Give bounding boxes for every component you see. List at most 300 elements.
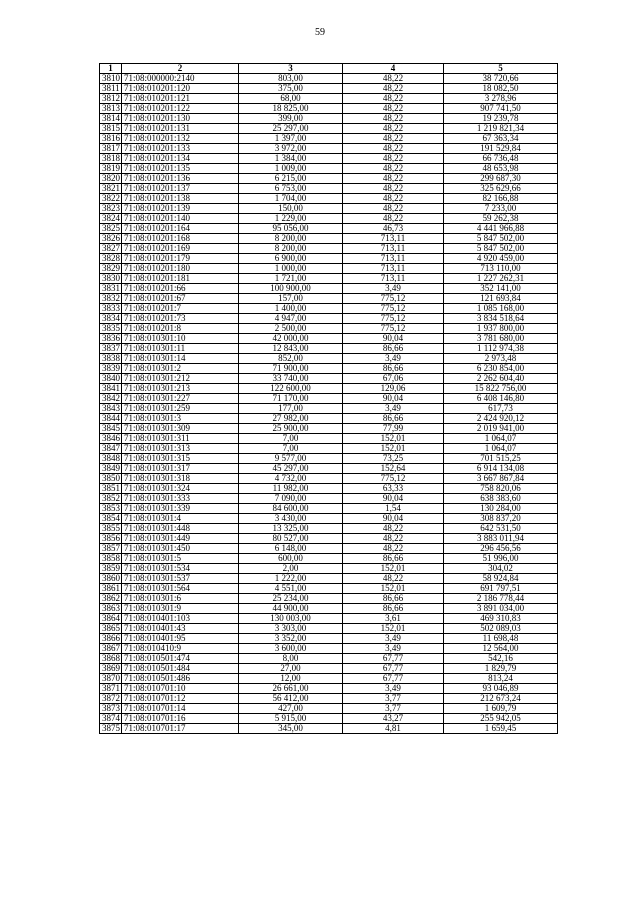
cadastral-number-cell: 71:08:010301:333: [122, 494, 239, 504]
value-cell: 758 820,06: [444, 484, 558, 494]
row-number-cell: 3837: [100, 344, 122, 354]
table-row: [100, 74, 558, 84]
rate-cell: 86,66: [343, 554, 444, 564]
row-number-cell: 3830: [100, 274, 122, 284]
cadastral-number-cell: 71:08:010201:120: [122, 84, 239, 94]
area-cell: 4 732,00: [239, 474, 343, 484]
area-cell: 44 900,00: [239, 604, 343, 614]
area-cell: 3 600,00: [239, 644, 343, 654]
row-number-cell: 3851: [100, 484, 122, 494]
area-cell: 1 009,00: [239, 164, 343, 174]
row-number-cell: 3824: [100, 214, 122, 224]
rate-cell: 48,22: [343, 174, 444, 184]
cadastral-number-cell: 71:08:010401:95: [122, 634, 239, 644]
cadastral-number-cell: 71:08:010201:135: [122, 164, 239, 174]
row-number-cell: 3836: [100, 334, 122, 344]
row-number-cell: 3845: [100, 424, 122, 434]
cadastral-number-cell: 71:08:010201:139: [122, 204, 239, 214]
column-header-4: 4: [343, 64, 444, 74]
row-number-cell: 3866: [100, 634, 122, 644]
value-cell: 255 942,05: [444, 714, 558, 724]
value-cell: 469 310,83: [444, 614, 558, 624]
cadastral-number-cell: 71:08:010201:7: [122, 304, 239, 314]
table-row: [100, 144, 558, 154]
table-row: [100, 174, 558, 184]
table-row: [100, 204, 558, 214]
area-cell: 42 000,00: [239, 334, 343, 344]
area-cell: 4 947,00: [239, 314, 343, 324]
table-row: [100, 334, 558, 344]
rate-cell: 3,77: [343, 694, 444, 704]
rate-cell: 152,01: [343, 564, 444, 574]
cadastral-number-cell: 71:08:010301:5: [122, 554, 239, 564]
cadastral-number-cell: 71:08:010301:318: [122, 474, 239, 484]
rate-cell: 46,73: [343, 224, 444, 234]
cadastral-number-cell: 71:08:010501:484: [122, 664, 239, 674]
rate-cell: 713,11: [343, 234, 444, 244]
table-row: [100, 464, 558, 474]
cadastral-number-cell: 71:08:010301:11: [122, 344, 239, 354]
rate-cell: 48,22: [343, 574, 444, 584]
area-cell: 9 577,00: [239, 454, 343, 464]
row-number-cell: 3860: [100, 574, 122, 584]
table-row: [100, 414, 558, 424]
value-cell: 304,02: [444, 564, 558, 574]
area-cell: 1 400,00: [239, 304, 343, 314]
cadastral-number-cell: 71:08:010201:122: [122, 104, 239, 114]
row-number-cell: 3842: [100, 394, 122, 404]
table-row: [100, 374, 558, 384]
value-cell: 1 659,45: [444, 724, 558, 734]
table-row: [100, 614, 558, 624]
rate-cell: 86,66: [343, 414, 444, 424]
area-cell: 600,00: [239, 554, 343, 564]
rate-cell: 90,04: [343, 394, 444, 404]
area-cell: 1 704,00: [239, 194, 343, 204]
table-row: [100, 674, 558, 684]
value-cell: 18 082,50: [444, 84, 558, 94]
cadastral-number-cell: 71:08:010201:168: [122, 234, 239, 244]
rate-cell: 86,66: [343, 604, 444, 614]
cadastral-number-cell: 71:08:010301:213: [122, 384, 239, 394]
cadastral-number-cell: 71:08:010501:486: [122, 674, 239, 684]
area-cell: 13 325,00: [239, 524, 343, 534]
cadastral-number-cell: 71:08:010301:6: [122, 594, 239, 604]
area-cell: 3 430,00: [239, 514, 343, 524]
area-cell: 25 234,00: [239, 594, 343, 604]
rate-cell: 48,22: [343, 154, 444, 164]
cadastral-number-cell: 71:08:010301:309: [122, 424, 239, 434]
value-cell: 1 064,07: [444, 444, 558, 454]
rate-cell: 48,22: [343, 524, 444, 534]
table-row: [100, 394, 558, 404]
area-cell: 4 551,00: [239, 584, 343, 594]
area-cell: 8 200,00: [239, 234, 343, 244]
area-cell: 345,00: [239, 724, 343, 734]
table-row: [100, 294, 558, 304]
cadastral-number-cell: 71:08:010201:134: [122, 154, 239, 164]
value-cell: 5 847 502,00: [444, 234, 558, 244]
cadastral-number-cell: 71:08:010301:313: [122, 444, 239, 454]
area-cell: 6 753,00: [239, 184, 343, 194]
row-number-cell: 3818: [100, 154, 122, 164]
cadastral-number-cell: 71:08:010201:66: [122, 284, 239, 294]
table-row: [100, 714, 558, 724]
cadastral-number-cell: 71:08:010301:537: [122, 574, 239, 584]
rate-cell: 152,01: [343, 434, 444, 444]
area-cell: 11 982,00: [239, 484, 343, 494]
cadastral-number-cell: 71:08:010201:132: [122, 134, 239, 144]
rate-cell: 90,04: [343, 494, 444, 504]
value-cell: 2 973,48: [444, 354, 558, 364]
value-cell: 1 085 168,00: [444, 304, 558, 314]
rate-cell: 152,64: [343, 464, 444, 474]
cadastral-number-cell: 71:08:010301:448: [122, 524, 239, 534]
cadastral-number-cell: 71:08:010701:17: [122, 724, 239, 734]
rate-cell: 3,49: [343, 284, 444, 294]
value-cell: 1 937 800,00: [444, 324, 558, 334]
table-row: [100, 664, 558, 674]
row-number-cell: 3874: [100, 714, 122, 724]
value-cell: 907 741,50: [444, 104, 558, 114]
row-number-cell: 3840: [100, 374, 122, 384]
table-row: [100, 484, 558, 494]
row-number-cell: 3814: [100, 114, 122, 124]
rate-cell: 3,61: [343, 614, 444, 624]
value-cell: 6 230 854,00: [444, 364, 558, 374]
area-cell: 177,00: [239, 404, 343, 414]
area-cell: 2 500,00: [239, 324, 343, 334]
row-number-cell: 3812: [100, 94, 122, 104]
area-cell: 84 600,00: [239, 504, 343, 514]
table-header-row: [100, 64, 558, 74]
value-cell: 121 693,84: [444, 294, 558, 304]
value-cell: 1 219 821,34: [444, 124, 558, 134]
row-number-cell: 3822: [100, 194, 122, 204]
table-row: [100, 494, 558, 504]
cadastral-number-cell: 71:08:010301:449: [122, 534, 239, 544]
table-row: [100, 604, 558, 614]
cadastral-number-cell: 71:08:010701:14: [122, 704, 239, 714]
table-row: [100, 454, 558, 464]
rate-cell: 152,01: [343, 584, 444, 594]
area-cell: 803,00: [239, 74, 343, 84]
value-cell: 12 564,00: [444, 644, 558, 654]
area-cell: 18 825,00: [239, 104, 343, 114]
area-cell: 7 090,00: [239, 494, 343, 504]
area-cell: 25 900,00: [239, 424, 343, 434]
cadastral-number-cell: 71:08:010501:474: [122, 654, 239, 664]
value-cell: 66 736,48: [444, 154, 558, 164]
row-number-cell: 3816: [100, 134, 122, 144]
row-number-cell: 3875: [100, 724, 122, 734]
value-cell: 1 227 262,31: [444, 274, 558, 284]
cadastral-number-cell: 71:08:010201:138: [122, 194, 239, 204]
value-cell: 11 698,48: [444, 634, 558, 644]
rate-cell: 48,22: [343, 194, 444, 204]
row-number-cell: 3843: [100, 404, 122, 414]
table-row: [100, 124, 558, 134]
column-header-5: 5: [444, 64, 558, 74]
table-row: [100, 704, 558, 714]
table-row: [100, 404, 558, 414]
table-row: [100, 164, 558, 174]
area-cell: 95 056,00: [239, 224, 343, 234]
row-number-cell: 3856: [100, 534, 122, 544]
table-row: [100, 284, 558, 294]
row-number-cell: 3834: [100, 314, 122, 324]
value-cell: 617,73: [444, 404, 558, 414]
value-cell: 3 891 034,00: [444, 604, 558, 614]
rate-cell: 86,66: [343, 364, 444, 374]
value-cell: 59 262,38: [444, 214, 558, 224]
area-cell: 71 170,00: [239, 394, 343, 404]
cadastral-number-cell: 71:08:010201:136: [122, 174, 239, 184]
row-number-cell: 3848: [100, 454, 122, 464]
area-cell: 8,00: [239, 654, 343, 664]
rate-cell: 48,22: [343, 164, 444, 174]
table-row: [100, 234, 558, 244]
cadastral-number-cell: 71:08:010301:534: [122, 564, 239, 574]
row-number-cell: 3833: [100, 304, 122, 314]
cadastral-number-cell: 71:08:010201:131: [122, 124, 239, 134]
row-number-cell: 3864: [100, 614, 122, 624]
value-cell: 1 064,07: [444, 434, 558, 444]
column-header-2: 2: [122, 64, 239, 74]
row-number-cell: 3854: [100, 514, 122, 524]
value-cell: 638 383,60: [444, 494, 558, 504]
rate-cell: 1,54: [343, 504, 444, 514]
area-cell: 1 000,00: [239, 264, 343, 274]
table-row: [100, 344, 558, 354]
area-cell: 1 229,00: [239, 214, 343, 224]
value-cell: 4 441 966,88: [444, 224, 558, 234]
row-number-cell: 3850: [100, 474, 122, 484]
value-cell: 3 834 518,64: [444, 314, 558, 324]
rate-cell: 90,04: [343, 334, 444, 344]
table-row: [100, 114, 558, 124]
value-cell: 130 284,00: [444, 504, 558, 514]
area-cell: 56 412,00: [239, 694, 343, 704]
rate-cell: 3,49: [343, 644, 444, 654]
rate-cell: 713,11: [343, 244, 444, 254]
row-number-cell: 3827: [100, 244, 122, 254]
value-cell: 15 822 756,00: [444, 384, 558, 394]
value-cell: 1 829,79: [444, 664, 558, 674]
cadastral-number-cell: 71:08:010201:8: [122, 324, 239, 334]
table-row: [100, 104, 558, 114]
rate-cell: 129,06: [343, 384, 444, 394]
rate-cell: 713,11: [343, 254, 444, 264]
area-cell: 122 600,00: [239, 384, 343, 394]
cadastral-number-cell: 71:08:010201:140: [122, 214, 239, 224]
area-cell: 71 900,00: [239, 364, 343, 374]
rate-cell: 63,33: [343, 484, 444, 494]
cadastral-number-cell: 71:08:010301:450: [122, 544, 239, 554]
area-cell: 68,00: [239, 94, 343, 104]
cadastral-number-cell: 71:08:010301:14: [122, 354, 239, 364]
table-body: [100, 74, 558, 734]
row-number-cell: 3855: [100, 524, 122, 534]
row-number-cell: 3865: [100, 624, 122, 634]
table-row: [100, 254, 558, 264]
area-cell: 5 915,00: [239, 714, 343, 724]
value-cell: 642 531,50: [444, 524, 558, 534]
value-cell: 67 363,34: [444, 134, 558, 144]
value-cell: 713 110,00: [444, 264, 558, 274]
cadastral-number-cell: 71:08:010301:315: [122, 454, 239, 464]
rate-cell: 775,12: [343, 314, 444, 324]
area-cell: 6 900,00: [239, 254, 343, 264]
value-cell: 82 166,88: [444, 194, 558, 204]
row-number-cell: 3846: [100, 434, 122, 444]
rate-cell: 48,22: [343, 544, 444, 554]
value-cell: 93 046,89: [444, 684, 558, 694]
rate-cell: 48,22: [343, 144, 444, 154]
table-row: [100, 264, 558, 274]
row-number-cell: 3823: [100, 204, 122, 214]
row-number-cell: 3828: [100, 254, 122, 264]
cadastral-number-cell: 71:08:010201:121: [122, 94, 239, 104]
row-number-cell: 3838: [100, 354, 122, 364]
cadastral-number-cell: 71:08:000000:2140: [122, 74, 239, 84]
table-row: [100, 444, 558, 454]
rate-cell: 152,01: [343, 444, 444, 454]
area-cell: 3 972,00: [239, 144, 343, 154]
rate-cell: 48,22: [343, 134, 444, 144]
value-cell: 19 239,78: [444, 114, 558, 124]
row-number-cell: 3821: [100, 184, 122, 194]
column-header-3: 3: [239, 64, 343, 74]
cadastral-number-cell: 71:08:010301:227: [122, 394, 239, 404]
table-row: [100, 644, 558, 654]
value-cell: 3 667 867,84: [444, 474, 558, 484]
row-number-cell: 3839: [100, 364, 122, 374]
row-number-cell: 3849: [100, 464, 122, 474]
table-row: [100, 184, 558, 194]
table-row: [100, 424, 558, 434]
cadastral-number-cell: 71:08:010301:212: [122, 374, 239, 384]
table-row: [100, 544, 558, 554]
row-number-cell: 3817: [100, 144, 122, 154]
rate-cell: 48,22: [343, 104, 444, 114]
table-row: [100, 634, 558, 644]
rate-cell: 775,12: [343, 304, 444, 314]
table-row: [100, 214, 558, 224]
area-cell: 27 982,00: [239, 414, 343, 424]
rate-cell: 3,49: [343, 684, 444, 694]
row-number-cell: 3852: [100, 494, 122, 504]
value-cell: 299 687,30: [444, 174, 558, 184]
value-cell: 58 924,84: [444, 574, 558, 584]
area-cell: 852,00: [239, 354, 343, 364]
value-cell: 691 797,51: [444, 584, 558, 594]
cadastral-number-cell: 71:08:010201:67: [122, 294, 239, 304]
cadastral-number-cell: 71:08:010301:339: [122, 504, 239, 514]
column-header-1: 1: [100, 64, 122, 74]
rate-cell: 3,49: [343, 404, 444, 414]
row-number-cell: 3825: [100, 224, 122, 234]
value-cell: 296 456,56: [444, 544, 558, 554]
area-cell: 1 397,00: [239, 134, 343, 144]
cadastral-number-cell: 71:08:010401:43: [122, 624, 239, 634]
rate-cell: 73,25: [343, 454, 444, 464]
rate-cell: 67,77: [343, 664, 444, 674]
row-number-cell: 3819: [100, 164, 122, 174]
table-row: [100, 564, 558, 574]
row-number-cell: 3810: [100, 74, 122, 84]
value-cell: 3 781 680,00: [444, 334, 558, 344]
area-cell: 45 297,00: [239, 464, 343, 474]
row-number-cell: 3844: [100, 414, 122, 424]
rate-cell: 67,77: [343, 654, 444, 664]
rate-cell: 67,06: [343, 374, 444, 384]
page-number: 59: [315, 27, 325, 38]
row-number-cell: 3863: [100, 604, 122, 614]
cadastral-number-cell: 71:08:010701:10: [122, 684, 239, 694]
row-number-cell: 3815: [100, 124, 122, 134]
cadastral-number-cell: 71:08:010301:9: [122, 604, 239, 614]
row-number-cell: 3873: [100, 704, 122, 714]
value-cell: 48 653,98: [444, 164, 558, 174]
row-number-cell: 3869: [100, 664, 122, 674]
area-cell: 6 215,00: [239, 174, 343, 184]
area-cell: 100 900,00: [239, 284, 343, 294]
row-number-cell: 3835: [100, 324, 122, 334]
table-row: [100, 624, 558, 634]
value-cell: 6 914 134,08: [444, 464, 558, 474]
rate-cell: 713,11: [343, 274, 444, 284]
value-cell: 191 529,84: [444, 144, 558, 154]
value-cell: 1 609,79: [444, 704, 558, 714]
cadastral-number-cell: 71:08:010301:564: [122, 584, 239, 594]
area-cell: 25 297,00: [239, 124, 343, 134]
row-number-cell: 3872: [100, 694, 122, 704]
cadastral-number-cell: 71:08:010301:259: [122, 404, 239, 414]
cadastral-number-cell: 71:08:010201:133: [122, 144, 239, 154]
area-cell: 1 384,00: [239, 154, 343, 164]
cadastral-number-cell: 71:08:010201:180: [122, 264, 239, 274]
table-row: [100, 324, 558, 334]
rate-cell: 67,77: [343, 674, 444, 684]
area-cell: 399,00: [239, 114, 343, 124]
table-row: [100, 244, 558, 254]
row-number-cell: 3811: [100, 84, 122, 94]
cadastral-table: [99, 63, 558, 734]
table-row: [100, 354, 558, 364]
value-cell: 502 089,03: [444, 624, 558, 634]
table-row: [100, 304, 558, 314]
row-number-cell: 3820: [100, 174, 122, 184]
rate-cell: 775,12: [343, 474, 444, 484]
table-row: [100, 194, 558, 204]
cadastral-number-cell: 71:08:010301:4: [122, 514, 239, 524]
cadastral-number-cell: 71:08:010301:317: [122, 464, 239, 474]
cadastral-number-cell: 71:08:010201:181: [122, 274, 239, 284]
table-row: [100, 684, 558, 694]
row-number-cell: 3847: [100, 444, 122, 454]
rate-cell: 152,01: [343, 624, 444, 634]
table-row: [100, 384, 558, 394]
table-row: [100, 224, 558, 234]
area-cell: 27,00: [239, 664, 343, 674]
rate-cell: 90,04: [343, 514, 444, 524]
rate-cell: 713,11: [343, 264, 444, 274]
value-cell: 3 883 011,94: [444, 534, 558, 544]
value-cell: 7 233,00: [444, 204, 558, 214]
row-number-cell: 3832: [100, 294, 122, 304]
row-number-cell: 3862: [100, 594, 122, 604]
